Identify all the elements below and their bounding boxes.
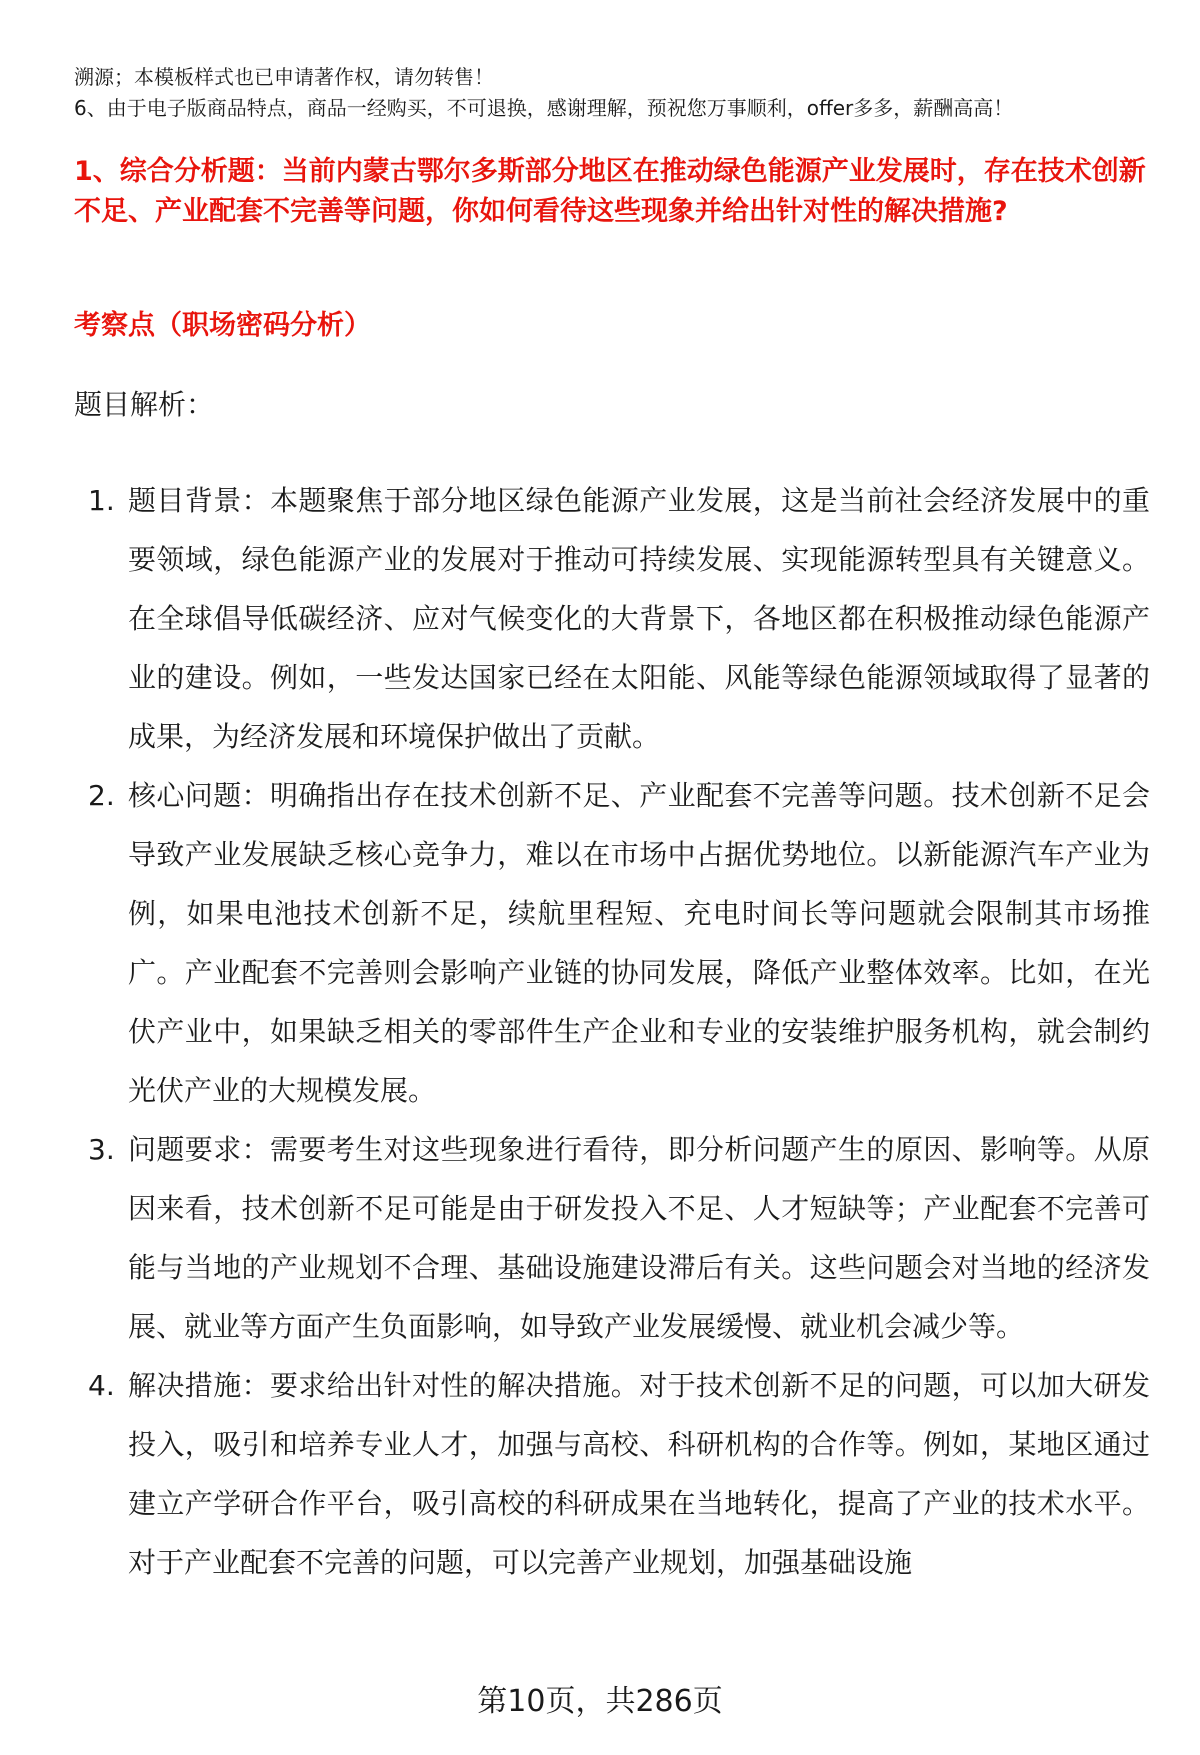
list-item xyxy=(74,1120,1150,1356)
notice-line-1: 溯源；本模板样式也已申请著作权，请勿转售！ xyxy=(74,65,494,89)
list-item xyxy=(74,1356,1150,1592)
list-item-text: 解决措施：要求给出针对性的解决措施。对于技术创新不足的问题，可以加大研发投入，吸引和培养专业人才，加强与高校、科研机构的合作等。例如，某地区通过建立产学研合作平台，吸引高校的科研成果在当地转化，提高了产业的技术水平。对于产业配套不完善的问题，可以完善产业规划，加强基础设施 xyxy=(128,1369,1150,1579)
list-item-text: 核心问题：明确指出存在技术创新不足、产业配套不完善等问题。技术创新不足会导致产业发展缺乏核心竞争力，难以在市场中占据优势地位。以新能源汽车产业为例，如果电池技术创新不足，续航里程短、充电时间长等问题就会限制其市场推广。产业配套不完善则会影响产业链的协同发展，降低产业整体效率。比如，在光伏产业中，如果缺乏相关的零部件生产企业和专业的安装维护服务机构，就会制约光伏产业的大规模发展。 xyxy=(128,779,1150,1107)
notice-line-2: 6、由于电子版商品特点，商品一经购买，不可退换，感谢理解，预祝您万事顺利，offer多多，薪酬高高！ xyxy=(74,96,1014,120)
list-item xyxy=(74,471,1150,766)
list-item-text: 题目背景：本题聚焦于部分地区绿色能源产业发展，这是当前社会经济发展中的重要领域，绿色能源产业的发展对于推动可持续发展、实现能源转型具有关键意义。在全球倡导低碳经济、应对气候变化的大背景下，各地区都在积极推动绿色能源产业的建设。例如，一些发达国家已经在太阳能、风能等绿色能源领域取得了显著的成果，为经济发展和环境保护做出了贡献。 xyxy=(128,484,1150,753)
analysis-list xyxy=(74,471,1150,1592)
section-title: 考察点（职场密码分析） xyxy=(74,310,371,341)
question-heading: 1、综合分析题：当前内蒙古鄂尔多斯部分地区在推动绿色能源产业发展时，存在技术创新不足、产业配套不完善等问题，你如何看待这些现象并给出针对性的解决措施? xyxy=(74,156,1146,227)
analysis-label: 题目解析： xyxy=(74,388,215,421)
list-item-number: 2. xyxy=(88,779,115,812)
list-item-number: 3. xyxy=(88,1133,115,1166)
list-item xyxy=(74,766,1150,1120)
list-item-text: 问题要求：需要考生对这些现象进行看待，即分析问题产生的原因、影响等。从原因来看，技术创新不足可能是由于研发投入不足、人才短缺等；产业配套不完善可能与当地的产业规划不合理、基础设施建设滞后有关。这些问题会对当地的经济发展、就业等方面产生负面影响，如导致产业发展缓慢、就业机会减少等。 xyxy=(128,1133,1150,1343)
page-footer: 第10页，共286页 xyxy=(477,1684,723,1719)
list-item-number: 4. xyxy=(88,1369,115,1402)
list-item-number: 1. xyxy=(88,484,115,517)
